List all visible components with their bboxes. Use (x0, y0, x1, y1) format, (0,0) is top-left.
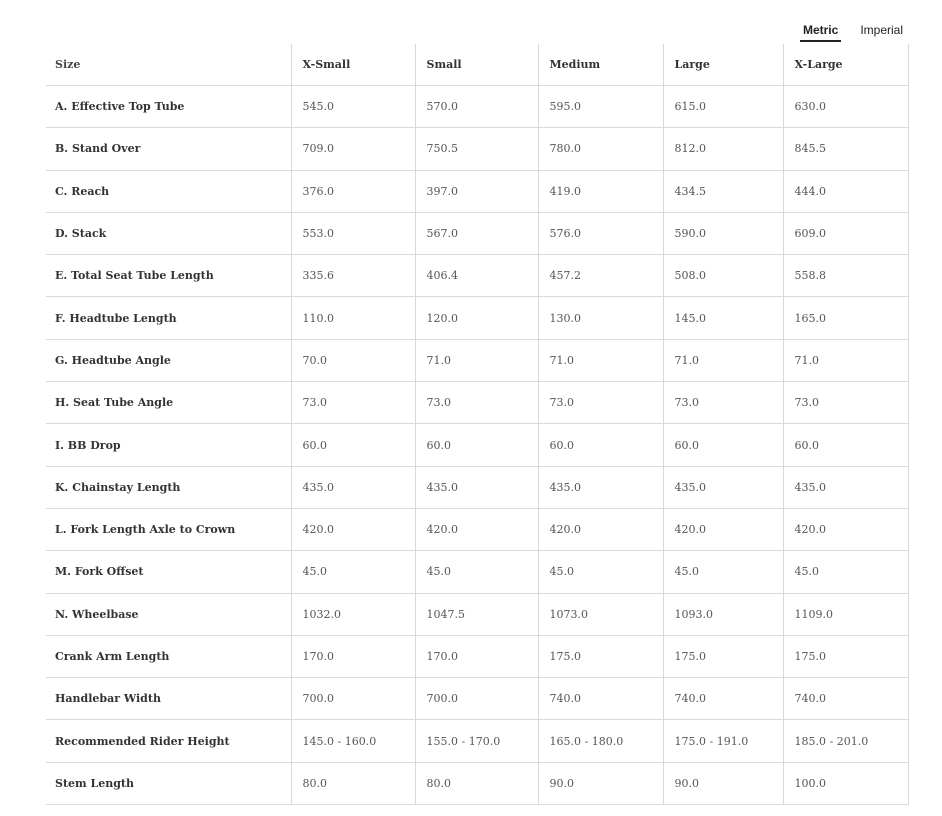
table-cell: 435.0 (663, 466, 783, 508)
metric-tab[interactable]: Metric (800, 21, 841, 42)
table-cell: 435.0 (291, 466, 415, 508)
table-row (46, 255, 908, 297)
table-cell: 434.5 (663, 170, 783, 212)
table-cell: 60.0 (538, 424, 663, 466)
table-cell: 60.0 (783, 424, 908, 466)
size-header-x-large: X-Large (783, 44, 908, 86)
table-cell: 700.0 (291, 678, 415, 720)
size-header-small: Small (415, 44, 538, 86)
row-label: A. Effective Top Tube (46, 86, 291, 128)
row-label: E. Total Seat Tube Length (46, 255, 291, 297)
table-cell: 376.0 (291, 170, 415, 212)
table-cell: 435.0 (783, 466, 908, 508)
table-cell: 80.0 (291, 762, 415, 804)
geometry-table (46, 44, 909, 805)
table-cell: 553.0 (291, 212, 415, 254)
table-cell: 100.0 (783, 762, 908, 804)
table-row (46, 382, 908, 424)
row-label: D. Stack (46, 212, 291, 254)
table-cell: 130.0 (538, 297, 663, 339)
table-cell: 120.0 (415, 297, 538, 339)
imperial-tab[interactable]: Imperial (860, 23, 903, 37)
row-label: K. Chainstay Length (46, 466, 291, 508)
row-label: N. Wheelbase (46, 593, 291, 635)
table-row (46, 86, 908, 128)
row-label: Recommended Rider Height (46, 720, 291, 762)
size-header-medium: Medium (538, 44, 663, 86)
table-row (46, 424, 908, 466)
table-cell: 145.0 - 160.0 (291, 720, 415, 762)
table-cell: 590.0 (663, 212, 783, 254)
table-row (46, 128, 908, 170)
row-label: C. Reach (46, 170, 291, 212)
table-cell: 576.0 (538, 212, 663, 254)
table-cell: 709.0 (291, 128, 415, 170)
table-cell: 90.0 (538, 762, 663, 804)
table-row (46, 635, 908, 677)
row-label: Handlebar Width (46, 678, 291, 720)
table-cell: 335.6 (291, 255, 415, 297)
table-cell: 558.8 (783, 255, 908, 297)
row-label: B. Stand Over (46, 128, 291, 170)
table-cell: 73.0 (415, 382, 538, 424)
table-row (46, 466, 908, 508)
row-label: L. Fork Length Axle to Crown (46, 508, 291, 550)
table-cell: 420.0 (663, 508, 783, 550)
table-cell: 567.0 (415, 212, 538, 254)
table-row (46, 678, 908, 720)
table-cell: 609.0 (783, 212, 908, 254)
table-cell: 740.0 (538, 678, 663, 720)
table-cell: 60.0 (663, 424, 783, 466)
table-header-row (46, 44, 908, 86)
table-cell: 45.0 (538, 551, 663, 593)
table-body (46, 86, 908, 805)
table-cell: 845.5 (783, 128, 908, 170)
table-cell: 71.0 (538, 339, 663, 381)
table-cell: 595.0 (538, 86, 663, 128)
size-header-large: Large (663, 44, 783, 86)
table-cell: 165.0 (783, 297, 908, 339)
table-cell: 73.0 (783, 382, 908, 424)
table-cell: 73.0 (291, 382, 415, 424)
table-cell: 740.0 (783, 678, 908, 720)
table-cell: 780.0 (538, 128, 663, 170)
table-cell: 71.0 (663, 339, 783, 381)
table-row (46, 762, 908, 804)
table-cell: 545.0 (291, 86, 415, 128)
table-cell: 615.0 (663, 86, 783, 128)
table-cell: 420.0 (783, 508, 908, 550)
table-row (46, 339, 908, 381)
table-cell: 1073.0 (538, 593, 663, 635)
row-label: F. Headtube Length (46, 297, 291, 339)
table-cell: 145.0 (663, 297, 783, 339)
table-cell: 45.0 (783, 551, 908, 593)
table-cell: 90.0 (663, 762, 783, 804)
table-cell: 60.0 (291, 424, 415, 466)
table-row (46, 170, 908, 212)
table-row (46, 508, 908, 550)
row-label: M. Fork Offset (46, 551, 291, 593)
table-cell: 397.0 (415, 170, 538, 212)
table-cell: 70.0 (291, 339, 415, 381)
table-cell: 420.0 (415, 508, 538, 550)
row-label: I. BB Drop (46, 424, 291, 466)
unit-toggle (800, 21, 906, 42)
table-cell: 45.0 (415, 551, 538, 593)
size-column-header: Size (46, 44, 291, 86)
table-row (46, 212, 908, 254)
table-cell: 1047.5 (415, 593, 538, 635)
table-cell: 73.0 (538, 382, 663, 424)
table-cell: 80.0 (415, 762, 538, 804)
table-cell: 185.0 - 201.0 (783, 720, 908, 762)
table-cell: 110.0 (291, 297, 415, 339)
table-cell: 175.0 - 191.0 (663, 720, 783, 762)
table-row (46, 593, 908, 635)
table-cell: 155.0 - 170.0 (415, 720, 538, 762)
row-label: G. Headtube Angle (46, 339, 291, 381)
table-cell: 457.2 (538, 255, 663, 297)
table-cell: 740.0 (663, 678, 783, 720)
table-cell: 170.0 (291, 635, 415, 677)
table-cell: 750.5 (415, 128, 538, 170)
table-cell: 71.0 (415, 339, 538, 381)
table-cell: 170.0 (415, 635, 538, 677)
table-cell: 175.0 (663, 635, 783, 677)
row-label: H. Seat Tube Angle (46, 382, 291, 424)
table-cell: 444.0 (783, 170, 908, 212)
table-cell: 420.0 (538, 508, 663, 550)
table-cell: 1093.0 (663, 593, 783, 635)
table-cell: 45.0 (663, 551, 783, 593)
table-cell: 435.0 (538, 466, 663, 508)
table-row (46, 297, 908, 339)
table-row (46, 551, 908, 593)
row-label: Stem Length (46, 762, 291, 804)
table-cell: 60.0 (415, 424, 538, 466)
table-cell: 406.4 (415, 255, 538, 297)
table-cell: 1032.0 (291, 593, 415, 635)
table-cell: 700.0 (415, 678, 538, 720)
table-cell: 165.0 - 180.0 (538, 720, 663, 762)
table-cell: 630.0 (783, 86, 908, 128)
row-label: Crank Arm Length (46, 635, 291, 677)
table-cell: 435.0 (415, 466, 538, 508)
table-cell: 508.0 (663, 255, 783, 297)
table-cell: 71.0 (783, 339, 908, 381)
table-cell: 812.0 (663, 128, 783, 170)
table-cell: 1109.0 (783, 593, 908, 635)
table-cell: 419.0 (538, 170, 663, 212)
table-cell: 45.0 (291, 551, 415, 593)
table-cell: 73.0 (663, 382, 783, 424)
table-cell: 420.0 (291, 508, 415, 550)
table-row (46, 720, 908, 762)
table-cell: 175.0 (783, 635, 908, 677)
table-cell: 175.0 (538, 635, 663, 677)
size-header-x-small: X-Small (291, 44, 415, 86)
table-cell: 570.0 (415, 86, 538, 128)
